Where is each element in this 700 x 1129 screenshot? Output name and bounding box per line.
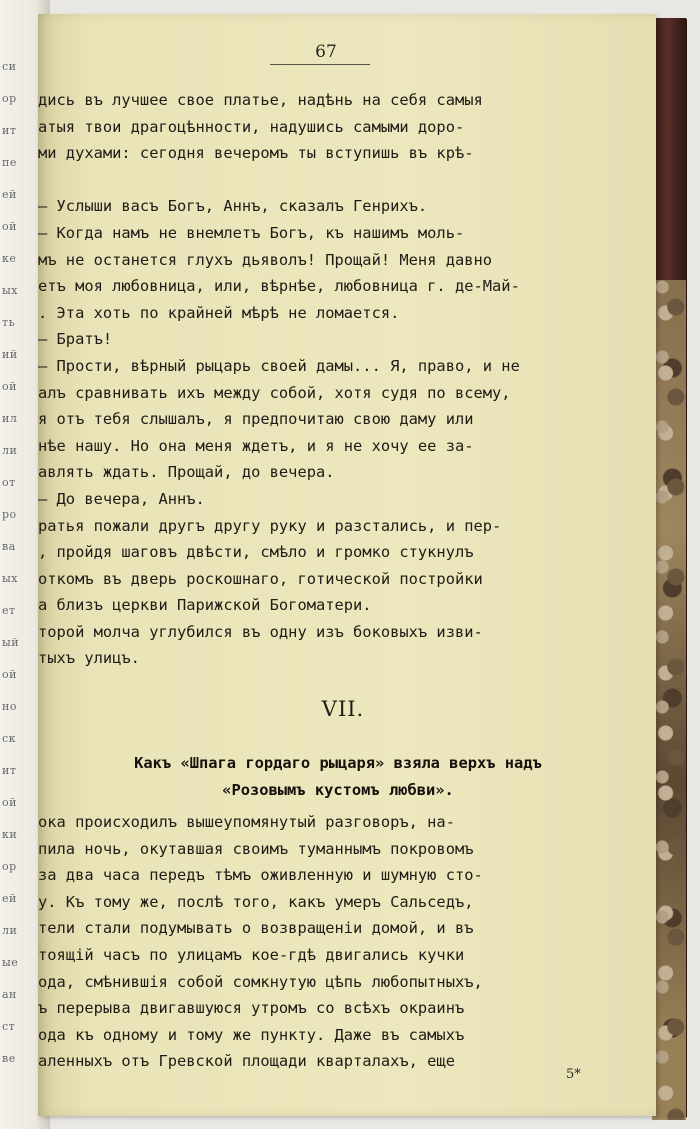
left-page-fragment: от: [2, 476, 16, 489]
book-page: [38, 14, 656, 1116]
text-line: . Эта хоть по крайней мѣрѣ не ломается.: [38, 303, 400, 322]
text-line: ода, смѣнившія собой сомкнутую цѣпь любопытныхъ,: [38, 972, 483, 991]
left-page-fragment: ан: [2, 988, 17, 1001]
text-line: ока происходилъ вышеупомянутый разговоръ, на-: [38, 813, 455, 831]
left-page-fragment: ил: [2, 412, 18, 425]
text-line: у. Къ тому же, послѣ того, какъ умеръ Сальседъ,: [38, 892, 474, 911]
text-line: а близъ церкви Парижской Богоматери.: [38, 596, 372, 615]
left-page-fragment: ой: [2, 796, 17, 809]
marbled-page-edge: [652, 280, 686, 1120]
left-page-fragment: ий: [2, 348, 18, 361]
left-page-fragment: пе: [2, 156, 17, 169]
page-number-rule: [270, 64, 370, 65]
left-page-fragment: ли: [2, 444, 18, 457]
text-line: дись въ лучшее свое платье, надѣнь на себя самыя: [38, 91, 483, 109]
text-line: етъ моя любовница, или, вѣрнѣе, любовница г. де-Май-: [38, 277, 520, 296]
chapter-text: [38, 809, 638, 1075]
chapter-heading: [38, 750, 638, 804]
left-page-fragment: ли: [2, 924, 18, 937]
text-line: – Когда намъ не внемлетъ Богъ, къ нашимъ моль-: [38, 223, 465, 242]
left-page-fragment: ей: [2, 188, 17, 201]
text-line: , пройдя шаговъ двѣсти, смѣло и громко стукнулъ: [38, 543, 474, 562]
left-page-fragment: ки: [2, 828, 18, 841]
left-page-fragment: ит: [2, 764, 17, 777]
text-line: – Братъ!: [38, 330, 113, 349]
left-page-fragment: ро: [2, 508, 17, 521]
text-line: мъ не останется глухъ дьяволъ! Прощай! Меня давно: [38, 250, 493, 269]
text-line: – Услыши васъ Богъ, Аннъ, сказалъ Генрихъ.: [38, 197, 428, 216]
left-page-fragment: ые: [2, 956, 19, 969]
left-page-fragment: ве: [2, 1052, 16, 1065]
left-page-fragment: но: [2, 700, 17, 713]
left-page-fragment: ор: [2, 860, 17, 873]
left-page-fragment: ой: [2, 668, 17, 681]
text-line: авлять ждать. Прощай, до вечера.: [38, 463, 335, 482]
left-page-fragment: ых: [2, 284, 18, 297]
text-line: тоящій часъ по улицамъ кое-гдѣ двигались кучки: [38, 945, 465, 964]
text-line: тели стали подумывать о возвращеніи домой, и въ: [38, 919, 474, 938]
left-page-fragment: ой: [2, 380, 17, 393]
chapter-number: VII.: [321, 697, 365, 721]
text-line: тыхъ улицъ.: [38, 649, 140, 668]
text-line: ми духами: сегодня вечеромъ ты вступишь въ крѣ-: [38, 144, 474, 163]
left-page-fragment: ть: [2, 316, 16, 329]
text-line: – До вечера, Аннъ.: [38, 489, 205, 508]
text-line: за два часа передъ тѣмъ оживленную и шумную сто-: [38, 866, 483, 885]
left-page-fragment: ор: [2, 92, 17, 105]
left-page-fragment: ит: [2, 124, 17, 137]
left-page-fragment: си: [2, 60, 17, 73]
left-page-fragment: ке: [2, 252, 17, 265]
left-page-fragment: ой: [2, 220, 17, 233]
left-page-fragment: ск: [2, 732, 17, 745]
text-line: – Прости, вѣрный рыцарь своей дамы... Я, право, и не: [38, 356, 520, 375]
text-line: аленныхъ отъ Гревской площади кварталахъ, еще: [38, 1052, 455, 1071]
chapter-heading-line-2: «Розовымъ кустомъ любви».: [222, 781, 454, 799]
left-page-fragment: ет: [2, 604, 16, 617]
paragraph-text: [38, 87, 638, 672]
text-line: ратья пожали другъ другу руку и разстались, и пер-: [38, 516, 502, 535]
text-line: пила ночь, окутавшая своимъ туманнымъ покровомъ: [38, 839, 474, 858]
text-line: ода къ одному и тому же пункту. Даже въ самыхъ: [38, 1025, 465, 1044]
text-line: алъ сравнивать ихъ между собой, хотя судя по всему,: [38, 383, 511, 402]
signature-mark: 5*: [566, 1067, 581, 1082]
left-page-fragment: ей: [2, 892, 17, 905]
left-page-fragment: ых: [2, 572, 18, 585]
left-page-fragment: ва: [2, 540, 16, 553]
text-line: торой молча углубился въ одну изъ боковыхъ изви-: [38, 622, 483, 641]
text-line: атыя твои драгоцѣнности, надушись самыми доро-: [38, 117, 465, 136]
text-line: нѣе нашу. Но она меня ждетъ, и я не хочу ее за-: [38, 436, 474, 455]
text-line: ъ перерыва двигавшуюся утромъ со всѣхъ окраинъ: [38, 999, 465, 1018]
text-line: [38, 167, 638, 194]
text-line: откомъ въ дверь роскошнаго, готической постройки: [38, 569, 483, 588]
left-page-fragment: ст: [2, 1020, 16, 1033]
text-line: я отъ тебя слышалъ, я предпочитаю свою даму или: [38, 410, 474, 429]
chapter-heading-line-1: Какъ «Шпага гордаго рыцаря» взяла верхъ надъ: [134, 754, 542, 772]
page-number: 67: [315, 42, 337, 62]
left-page-fragment: ый: [2, 636, 20, 649]
